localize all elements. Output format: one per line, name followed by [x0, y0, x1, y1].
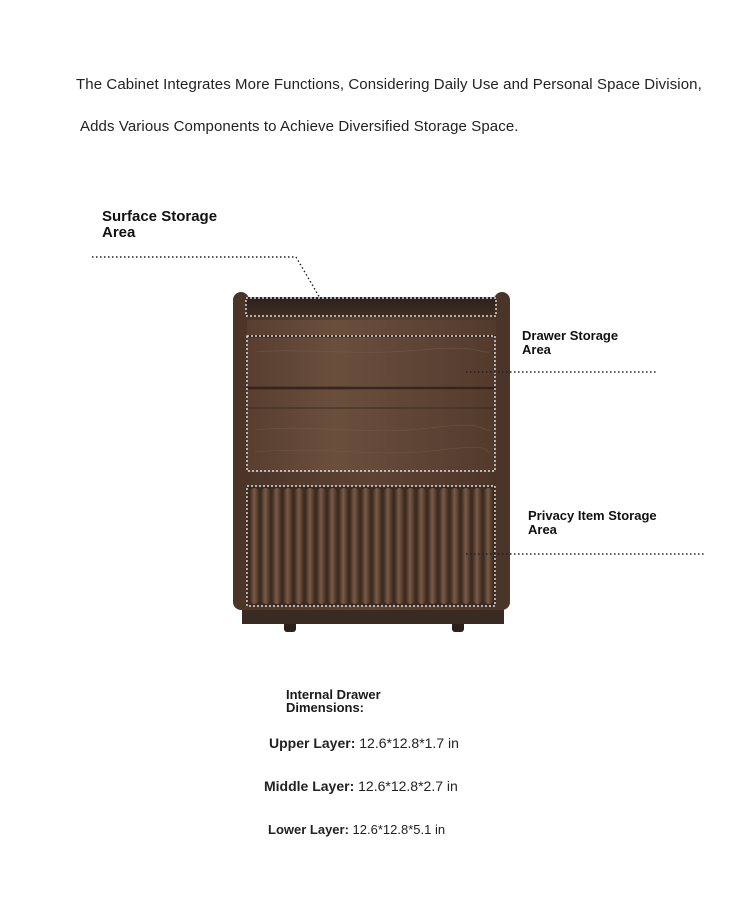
fluted-slat [394, 488, 404, 604]
fluted-slat [305, 488, 315, 604]
fluted-slat [450, 488, 460, 604]
upper-layer-value: 12.6*12.8*1.7 in [359, 735, 459, 751]
fluted-slat [372, 488, 382, 604]
cabinet-post-left [233, 292, 249, 610]
cabinet-top [246, 297, 496, 317]
intro-line-1: The Cabinet Integrates More Functions, Considering Daily Use and Personal Space Division, [76, 76, 702, 93]
fluted-slat [361, 488, 371, 604]
middle-layer-dimension [264, 778, 458, 794]
fluted-slat [483, 488, 493, 604]
cabinet-post-right [494, 292, 510, 610]
drawer-storage-callout [522, 329, 618, 356]
fluted-slat [383, 488, 393, 604]
fluted-slat [250, 488, 260, 604]
fluted-slat [283, 488, 293, 604]
surface-callout-line-2: Area [102, 223, 136, 241]
fluted-slat [439, 488, 449, 604]
fluted-slat [272, 488, 282, 604]
fluted-slat [417, 488, 427, 604]
fluted-slat [328, 488, 338, 604]
lower-layer-value: 12.6*12.8*5.1 in [352, 822, 446, 837]
cabinet-base [242, 608, 504, 624]
fluted-slat [461, 488, 471, 604]
middle-layer-value: 12.6*12.8*2.7 in [358, 778, 458, 794]
dimensions-title-line-1: Internal Drawer [286, 687, 381, 702]
fluted-slat [316, 488, 326, 604]
drawer-callout-line-2: Area [522, 341, 551, 357]
lower-layer-label: Lower Layer: [268, 822, 349, 837]
dimensions-title-line-2: Dimensions: [286, 700, 365, 716]
privacy-storage-callout [528, 509, 657, 536]
fluted-slat [339, 488, 349, 604]
drawer-callout-line-1: Drawer Storage [522, 328, 619, 343]
surface-callout-line-1: Surface Storage [102, 208, 218, 225]
upper-drawer-front [247, 320, 496, 336]
fluted-slat [472, 488, 482, 604]
lower-layer-dimension [268, 822, 445, 837]
surface-storage-callout [102, 209, 217, 241]
fluted-slat [261, 488, 271, 604]
intro-line-2: Adds Various Components to Achieve Diversified Storage Space. [80, 118, 519, 135]
fluted-slat [428, 488, 438, 604]
dimensions-title [286, 688, 381, 715]
privacy-callout-line-1: Privacy Item Storage [528, 508, 657, 523]
privacy-callout-line-2: Area [528, 521, 557, 537]
fluted-slat [294, 488, 304, 604]
upper-layer-label: Upper Layer: [269, 735, 356, 751]
middle-drawer-front [247, 338, 496, 386]
middle-layer-label: Middle Layer: [264, 778, 355, 794]
fluted-slat [406, 488, 416, 604]
fluted-slat [350, 488, 360, 604]
upper-layer-dimension [269, 735, 459, 751]
